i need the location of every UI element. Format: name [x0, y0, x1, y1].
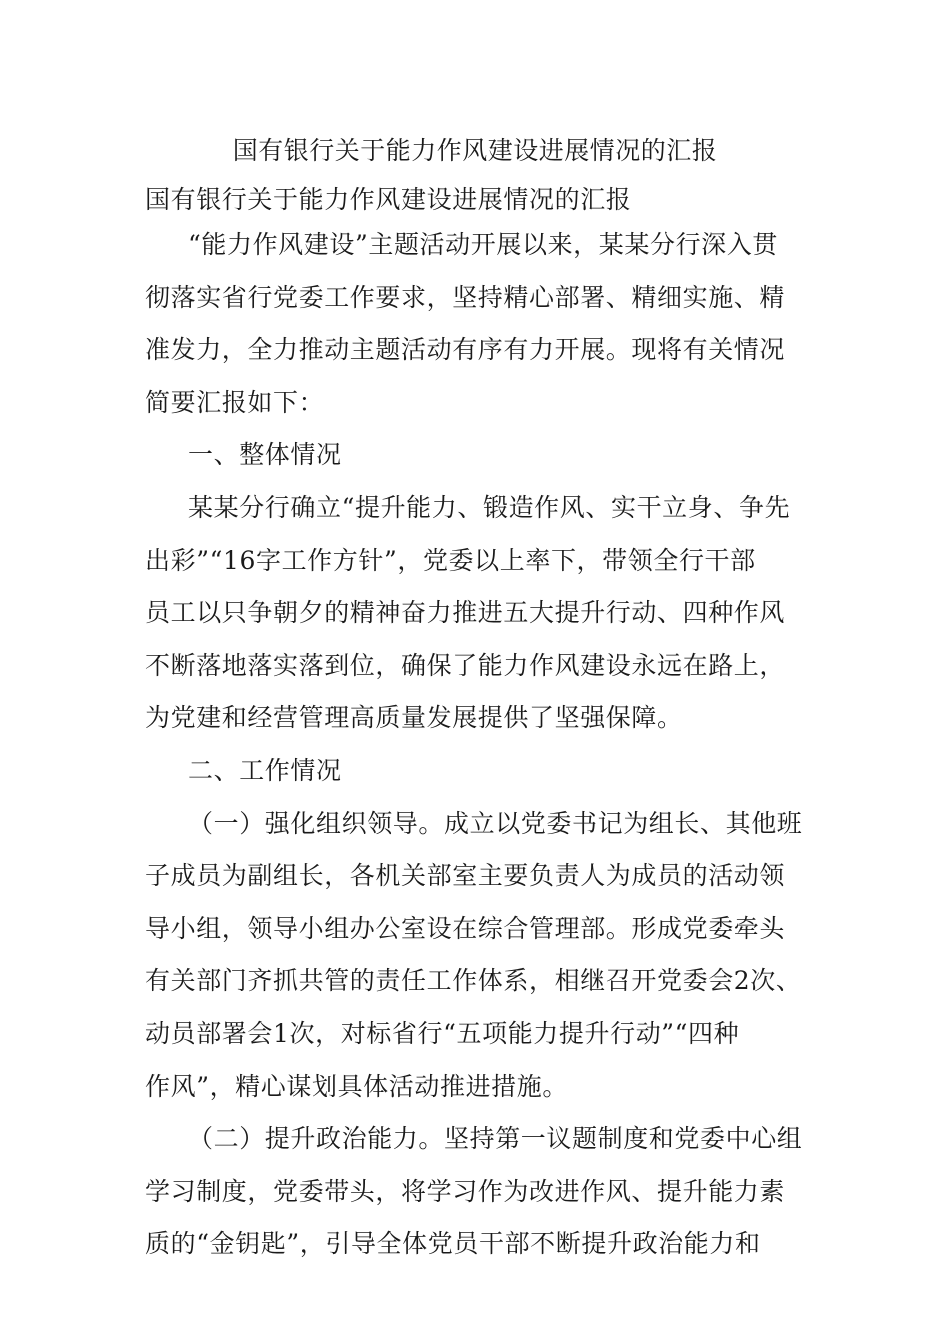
text-line: 一、整体情况	[188, 440, 342, 470]
document-title: 国有银行关于能力作风建设进展情况的汇报	[232, 136, 718, 165]
text-line: 动员部署会1次，对标省行“五项能力提升行动”“四种	[145, 1018, 740, 1048]
text-line: 学习制度，党委带头，将学习作为改进作风、提升能力素	[145, 1176, 786, 1206]
text-line: 为党建和经营管理高质量发展提供了坚强保障。	[145, 703, 683, 733]
text-line: 某某分行确立“提升能力、锻造作风、实干立身、争先	[188, 492, 791, 522]
text-line: 不断落地落实落到位，确保了能力作风建设永远在路上，	[145, 650, 786, 680]
text-line: （一）强化组织领导。成立以党委书记为组长、其他班	[188, 808, 803, 838]
text-line: 出彩”“16字工作方针”，党委以上率下，带领全行干部	[145, 545, 756, 575]
text-line: （二）提升政治能力。坚持第一议题制度和党委中心组	[188, 1124, 803, 1154]
text-line: 质的“金钥匙”，引导全体党员干部不断提升政治能力和	[145, 1229, 761, 1259]
text-line: 作风”，精心谋划具体活动推进措施。	[145, 1071, 568, 1101]
text-line: 子成员为副组长，各机关部室主要负责人为成员的活动领	[145, 861, 786, 891]
document-subtitle: 国有银行关于能力作风建设进展情况的汇报	[145, 185, 632, 214]
text-line: 二、工作情况	[188, 755, 342, 785]
text-line: 员工以只争朝夕的精神奋力推进五大提升行动、四种作风	[145, 598, 786, 628]
text-line: 准发力，全力推动主题活动有序有力开展。现将有关情况	[145, 335, 786, 365]
text-line: 导小组，领导小组办公室设在综合管理部。形成党委牵头	[145, 913, 786, 943]
text-line: 彻落实省行党委工作要求，坚持精心部署、精细实施、精	[145, 282, 786, 312]
document-body	[145, 181, 825, 1271]
text-line: 有关部门齐抓共管的责任工作体系，相继召开党委会2次、	[145, 966, 802, 996]
text-line: 简要汇报如下：	[145, 387, 325, 417]
text-line: “能力作风建设”主题活动开展以来，某某分行深入贯	[188, 230, 778, 259]
paragraph-lines	[145, 219, 825, 1271]
